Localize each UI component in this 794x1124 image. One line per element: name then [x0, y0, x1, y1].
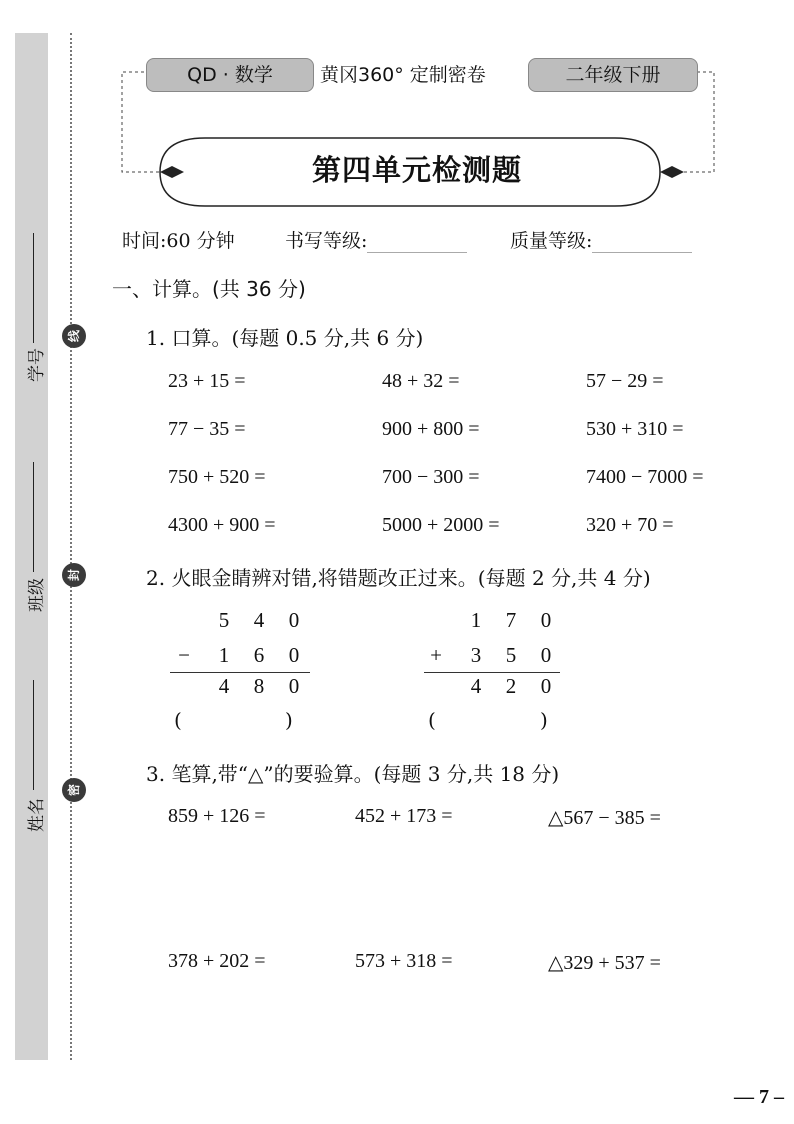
digit: 4	[218, 674, 230, 698]
writing-grade-label: 书写等级:	[285, 230, 368, 252]
q3-expression: 573 + 318 =	[355, 950, 453, 972]
digit: 5	[218, 608, 230, 632]
series-name: 黄冈360° 定制密卷	[320, 64, 486, 86]
digit: 1	[218, 643, 230, 667]
student-id-label: 学号	[27, 348, 47, 382]
q3-heading: 3. 笔算,带“△”的要验算。(每题 3 分,共 18 分)	[146, 762, 560, 786]
q1-expression: 23 + 15 =	[168, 370, 246, 392]
seal-mi: 密	[62, 778, 86, 802]
digit: 4	[253, 608, 265, 632]
quality-grade-label: 质量等级:	[510, 230, 593, 252]
digit: 0	[540, 643, 552, 667]
digit: 1	[470, 608, 482, 632]
q3-expression: 452 + 173 =	[355, 805, 453, 827]
plus-sign: +	[430, 643, 442, 667]
q2-answer-blank-2[interactable]	[444, 708, 534, 732]
writing-grade-field[interactable]	[367, 252, 467, 253]
quality-grade-field[interactable]	[592, 252, 692, 253]
digit: 0	[540, 674, 552, 698]
grade-badge: 二年级下册	[528, 58, 698, 92]
seal-xian: 线	[62, 324, 86, 348]
calc-divider	[170, 672, 310, 673]
digit: 0	[288, 643, 300, 667]
minus-sign: −	[178, 643, 190, 667]
digit: 8	[253, 674, 265, 698]
seal-feng: 封	[62, 563, 86, 587]
vertical-calc-2	[424, 608, 564, 698]
digit: 5	[505, 643, 517, 667]
q1-expression: 7400 − 7000 =	[586, 466, 704, 488]
class-blank	[33, 462, 34, 572]
subject-badge: QD · 数学	[146, 58, 314, 92]
vertical-calc-1	[170, 608, 310, 698]
q2-answer-open: (	[428, 708, 436, 732]
calc-divider	[424, 672, 560, 673]
q3-expression: 859 + 126 =	[168, 805, 266, 827]
q1-expression: 4300 + 900 =	[168, 514, 276, 536]
q2-answer-close: )	[285, 708, 293, 732]
time-limit: 时间:60 分钟	[122, 230, 235, 252]
q1-expression: 5000 + 2000 =	[382, 514, 500, 536]
q2-answer-close: )	[540, 708, 548, 732]
page-number: — 7 –	[734, 1086, 784, 1108]
q2-answer-blank-1[interactable]	[190, 708, 280, 732]
q3-expression: △567 − 385 =	[548, 807, 661, 829]
digit: 4	[470, 674, 482, 698]
name-blank	[33, 680, 34, 790]
class-label: 班级	[27, 578, 47, 612]
digit: 6	[253, 643, 265, 667]
q2-answer-open: (	[174, 708, 182, 732]
digit: 2	[505, 674, 517, 698]
q1-expression: 530 + 310 =	[586, 418, 684, 440]
q1-expression: 320 + 70 =	[586, 514, 674, 536]
section-heading: 一、计算。(共 36 分)	[112, 277, 306, 301]
page-title: 第四单元检测题	[311, 153, 522, 187]
q1-expression: 77 − 35 =	[168, 418, 246, 440]
student-id-blank	[33, 233, 34, 343]
q1-expression: 700 − 300 =	[382, 466, 480, 488]
q1-expression: 900 + 800 =	[382, 418, 480, 440]
q1-expression: 57 − 29 =	[586, 370, 664, 392]
q3-expression: 378 + 202 =	[168, 950, 266, 972]
digit: 0	[540, 608, 552, 632]
q3-expression: △329 + 537 =	[548, 952, 661, 974]
digit: 0	[288, 608, 300, 632]
digit: 0	[288, 674, 300, 698]
q1-expression: 48 + 32 =	[382, 370, 460, 392]
digit: 7	[505, 608, 517, 632]
q2-heading: 2. 火眼金睛辨对错,将错题改正过来。(每题 2 分,共 4 分)	[146, 566, 651, 590]
name-label: 姓名	[27, 798, 47, 832]
q1-heading: 1. 口算。(每题 0.5 分,共 6 分)	[146, 326, 424, 350]
digit: 3	[470, 643, 482, 667]
q1-expression: 750 + 520 =	[168, 466, 266, 488]
